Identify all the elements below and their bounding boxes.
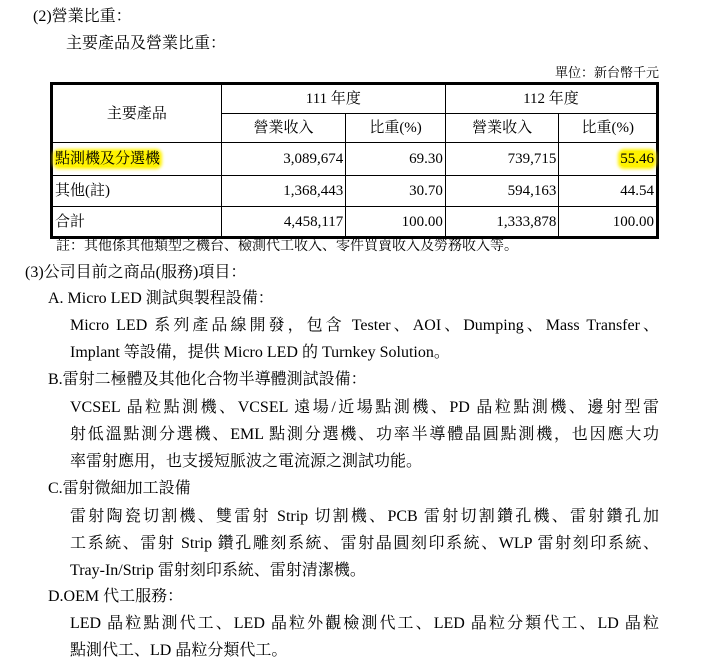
item-a-line: Implant 等設備，提供 Micro LED 的 Turnkey Solution。 [70, 344, 450, 361]
header-year-111: 111 年度 [221, 84, 445, 114]
header-year-112: 112 年度 [445, 84, 657, 114]
product-name: 合計 [52, 207, 222, 238]
pct-112: 100.00 [559, 207, 658, 238]
item-a-line: Micro LED 系列產品線開發，包含 Tester、AOI、Dumping、Mass Transfer、 [70, 317, 659, 334]
pct-111: 69.30 [346, 143, 446, 176]
pct-112: 44.54 [559, 176, 658, 207]
item-c-title: C.雷射微細加工設備 [48, 480, 191, 497]
header-pct-111: 比重(%) [346, 114, 446, 143]
revenue-112: 594,163 [445, 176, 559, 207]
revenue-112: 739,715 [445, 143, 559, 176]
table-caption: 主要產品及營業比重： [66, 35, 227, 52]
item-d-title: D.OEM 代工服務： [48, 588, 184, 605]
header-revenue-112: 營業收入 [445, 114, 559, 143]
header-product: 主要產品 [52, 84, 222, 143]
item-b-line: VCSEL 晶粒點測機、VCSEL 遠場/近場點測機、PD 晶粒點測機、邊射型雷 [70, 399, 659, 416]
item-d-line: 點測代工、LD 晶粒分類代工。 [70, 642, 288, 659]
product-name: 其他(註) [52, 176, 222, 207]
item-c-line: 工系統、雷射 Strip 鑽孔雕刻系統、雷射晶圓刻印系統、WLP 雷射刻印系統、 [70, 535, 659, 552]
header-pct-112: 比重(%) [559, 114, 658, 143]
pct-112: 55.46 [620, 151, 654, 167]
item-d-line: LED 晶粒點測代工、LED 晶粒外觀檢測代工、LED 晶粒分類代工、LD 晶粒 [70, 615, 659, 632]
pct-111: 100.00 [346, 207, 446, 238]
product-name: 點測機及分選機 [55, 151, 161, 167]
revenue-111: 1,368,443 [221, 176, 345, 207]
section-3-heading: (3)公司目前之商品(服務)項目： [25, 264, 247, 281]
revenue-112: 1,333,878 [445, 207, 559, 238]
item-b-line: 射低溫點測分選機、EML 點測分選機、功率半導體晶圓點測機，也因應大功 [70, 426, 659, 443]
item-a-title: A. Micro LED 測試與製程設備： [48, 290, 274, 307]
item-b-line: 率雷射應用，也支援短脈波之電流源之測試功能。 [70, 453, 423, 470]
item-c-line: 雷射陶瓷切割機、雙雷射 Strip 切割機、PCB 雷射切割鑽孔機、雷射鑽孔加 [70, 508, 659, 525]
pct-111: 30.70 [346, 176, 446, 207]
revenue-share-table [50, 82, 659, 239]
unit-label: 單位：新台幣千元 [554, 65, 659, 80]
revenue-111: 3,089,674 [221, 143, 345, 176]
table-row [52, 207, 658, 238]
section-2-heading: (2)營業比重： [33, 8, 132, 25]
item-b-title: B.雷射二極體及其他化合物半導體測試設備： [48, 371, 367, 388]
table-row [52, 176, 658, 207]
table-row [52, 143, 658, 176]
item-c-line: Tray-In/Strip 雷射刻印系統、雷射清潔機。 [70, 562, 366, 579]
revenue-111: 4,458,117 [221, 207, 345, 238]
header-revenue-111: 營業收入 [221, 114, 345, 143]
table-note: 註：其他係其他類型之機台、檢測代工收入、零件買賣收入及勞務收入等。 [56, 239, 518, 254]
